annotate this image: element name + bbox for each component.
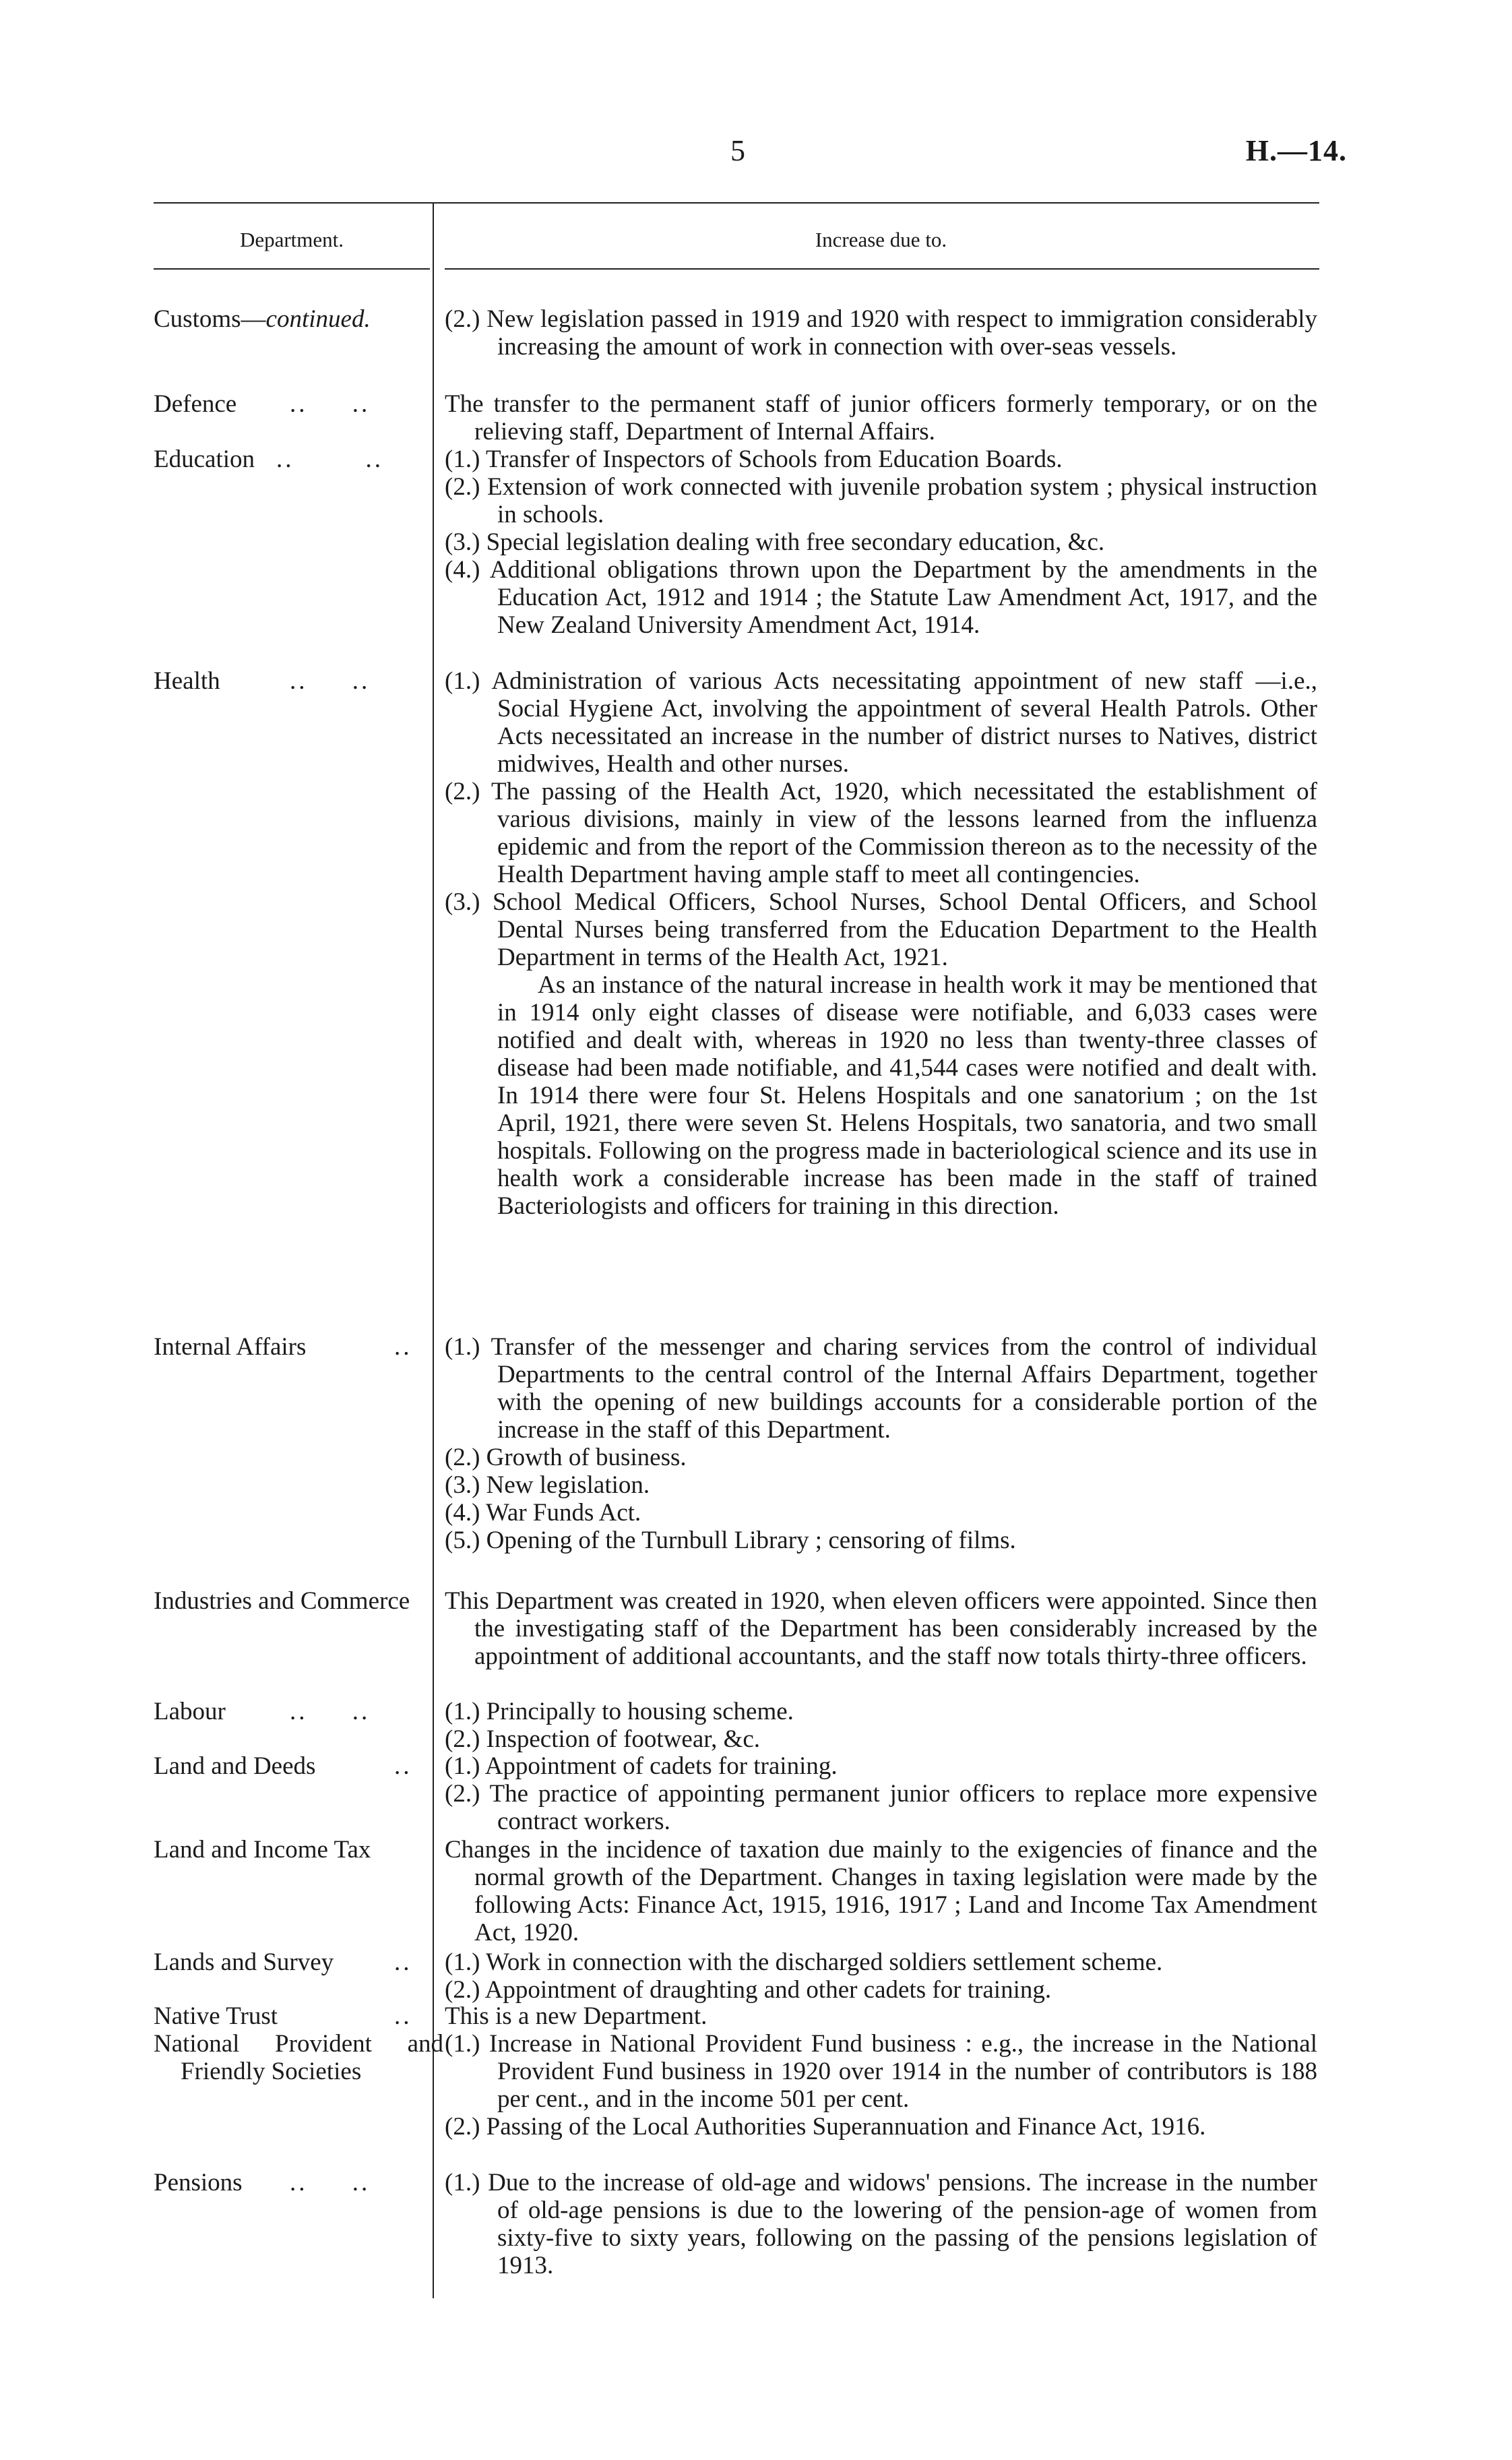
increase-item: (2.) Growth of business. xyxy=(445,1444,687,1471)
dept-health: Health xyxy=(154,667,220,695)
increase-item: (1.) Work in connection with the discharged soldiers settlement scheme. xyxy=(445,1948,1163,1976)
increase-item: This Department was created in 1920, when eleven officers were appointed. Since then the investigating staff of the Department has been considerably increased by the appointment of additional accountants, and the staff now totals thirty-three officers. xyxy=(445,1587,1317,1670)
increase-item: The transfer to the permanent staff of junior officers formerly temporary, or on the relieving staff, Department of Internal Affairs. xyxy=(445,390,1317,445)
dept-pensions: Pensions xyxy=(154,2169,243,2196)
column-header-department: Department. xyxy=(239,228,344,251)
increase-lands-survey xyxy=(445,1948,1317,2004)
increase-item: (1.) Administration of various Acts necessitating appointment of new staff —i.e., Social Hygiene Act, involving the appointment of several Health Patrols. Other Acts necessitated an increase in the number of district nurses to Natives, district midwives, Health and other nurses. xyxy=(445,667,1317,778)
document-code: H.—14. xyxy=(1245,134,1347,167)
leader-dots: .. .. xyxy=(290,2169,371,2196)
leader-dots: .. .. xyxy=(290,667,371,695)
leader-dots: .. .. xyxy=(276,445,383,473)
leader-dots: .. xyxy=(394,1752,412,1780)
header-rule-right xyxy=(445,268,1319,270)
increase-item: (2.) New legislation passed in 1919 and 1920 with respect to immigration considerably increasing the amount of work in connection with over-seas vessels. xyxy=(445,305,1317,361)
increase-item: (2.) Inspection of footwear, &c. xyxy=(445,1725,761,1753)
dept-industries-commerce: Industries and Commerce xyxy=(154,1587,410,1615)
increase-item: (2.) Appointment of draughting and other cadets for training. xyxy=(445,1976,1052,2004)
increase-item: Changes in the incidence of taxation due mainly to the exigencies of finance and the normal growth of the Department. Changes in taxing legislation were made by the following Acts: Finance Act, 1915, 1916, 1917 ; Land and Income Tax Amendment Act, 1920. xyxy=(445,1836,1317,1946)
increase-land-deeds xyxy=(445,1752,1317,1835)
increase-labour xyxy=(445,1698,1317,1753)
dept-land-income-tax: Land and Income Tax xyxy=(154,1836,371,1864)
increase-land-income-tax xyxy=(445,1836,1317,1946)
increase-item: (3.) New legislation. xyxy=(445,1471,650,1499)
increase-defence xyxy=(445,390,1317,445)
header-rule-left xyxy=(154,268,430,270)
increase-item: (1.) Appointment of cadets for training. xyxy=(445,1752,838,1780)
increase-item: (1.) Increase in National Provident Fund business : e.g., the increase in the National Provident Fund business in 1920 over 1914 in the number of contributors is 188 per cent., and in the income 501 per cent. xyxy=(445,2030,1317,2113)
dept-national-provident: National Provident and Friendly Societies xyxy=(154,2030,443,2085)
increase-item: (2.) Extension of work connected with juvenile probation system ; physical instruction in schools. xyxy=(445,473,1317,528)
dept-lands-survey: Lands and Survey xyxy=(154,1948,334,1976)
dept-customs: Customs—continued. xyxy=(154,305,371,333)
increase-item: This is a new Department. xyxy=(445,2002,707,2030)
health-note: As an instance of the natural increase in health work it may be mentioned that in 1914 only eight classes of disease were notifiable, and 6,033 cases were notified and dealt with, whereas in 1920 no less than twenty-three classes of disease had been made notifiable, and 41,544 cases were notified and dealt with. In 1914 there were four St. Helens Hospitals and one sanatorium ; on the 1st April, 1921, there were seven St. Helens Hospitals, two sanatoria, and two small hospitals. Following on the progress made in bacteriological science and its use in health work a considerable increase has been made in the staff of trained Bacteriologists and officers for training in this direction. xyxy=(497,971,1317,1220)
increase-item: (2.) Passing of the Local Authorities Superannuation and Finance Act, 1916. xyxy=(445,2113,1206,2141)
leader-dots: .. .. xyxy=(290,390,371,418)
increase-item: (3.) School Medical Officers, School Nurses, School Dental Officers, and School Dental Nurses being transferred from the Education Department to the Health Department in terms of the Health Act, 1921. xyxy=(445,888,1317,971)
increase-item: (3.) Special legislation dealing with free secondary education, &c. xyxy=(445,528,1105,556)
increase-item: (4.) Additional obligations thrown upon the Department by the amendments in the Education Act, 1912 and 1914 ; the Statute Law Amendment Act, 1917, and the New Zealand University Amendment Act, 1914. xyxy=(445,556,1317,639)
increase-item: (1.) Transfer of Inspectors of Schools from Education Boards. xyxy=(445,445,1063,473)
increase-pensions xyxy=(445,2169,1317,2279)
increase-item: (4.) War Funds Act. xyxy=(445,1499,641,1527)
dept-defence: Defence xyxy=(154,390,237,418)
increase-item: (1.) Due to the increase of old-age and widows' pensions. The increase in the number of old-age pensions is due to the lowering of the pension-age of women from sixty-five to sixty years, following on the passing of the pensions legislation of 1913. xyxy=(445,2169,1317,2279)
dept-land-deeds: Land and Deeds xyxy=(154,1752,316,1780)
column-header-increase: Increase due to. xyxy=(815,228,947,251)
increase-item: (1.) Principally to housing scheme. xyxy=(445,1698,794,1725)
dept-education: Education xyxy=(154,445,255,473)
increase-native-trust xyxy=(445,2002,1317,2030)
increase-item: (2.) The passing of the Health Act, 1920, which necessitated the establishment of various divisions, mainly in view of the lessons learned from the influenza epidemic and from the report of the Commission thereon as to the necessity of the Health Department having ample staff to meet all contingencies. xyxy=(445,778,1317,888)
leader-dots: .. xyxy=(394,2002,412,2030)
column-divider xyxy=(433,202,434,2298)
dept-internal-affairs: Internal Affairs xyxy=(154,1333,307,1361)
leader-dots: .. xyxy=(394,1948,412,1976)
leader-dots: .. .. xyxy=(290,1698,371,1725)
increase-health xyxy=(445,667,1317,1220)
increase-item: (2.) The practice of appointing permanent junior officers to replace more expensive contract workers. xyxy=(445,1780,1317,1835)
increase-customs xyxy=(445,305,1317,361)
increase-internal-affairs xyxy=(445,1333,1317,1554)
increase-national-provident xyxy=(445,2030,1317,2141)
dept-native-trust: Native Trust xyxy=(154,2002,278,2030)
increase-education xyxy=(445,445,1317,639)
increase-item: (1.) Transfer of the messenger and charing services from the control of individual Departments to the central control of the Internal Affairs Department, together with the opening of new buildings accounts for a considerable portion of the increase in the staff of this Department. xyxy=(445,1333,1317,1444)
leader-dots: .. xyxy=(394,1333,412,1361)
dept-labour: Labour xyxy=(154,1698,226,1725)
increase-item: (5.) Opening of the Turnbull Library ; censoring of films. xyxy=(445,1527,1016,1554)
top-rule xyxy=(154,202,1319,204)
increase-industries-commerce xyxy=(445,1587,1317,1670)
page-number: 5 xyxy=(730,134,745,167)
